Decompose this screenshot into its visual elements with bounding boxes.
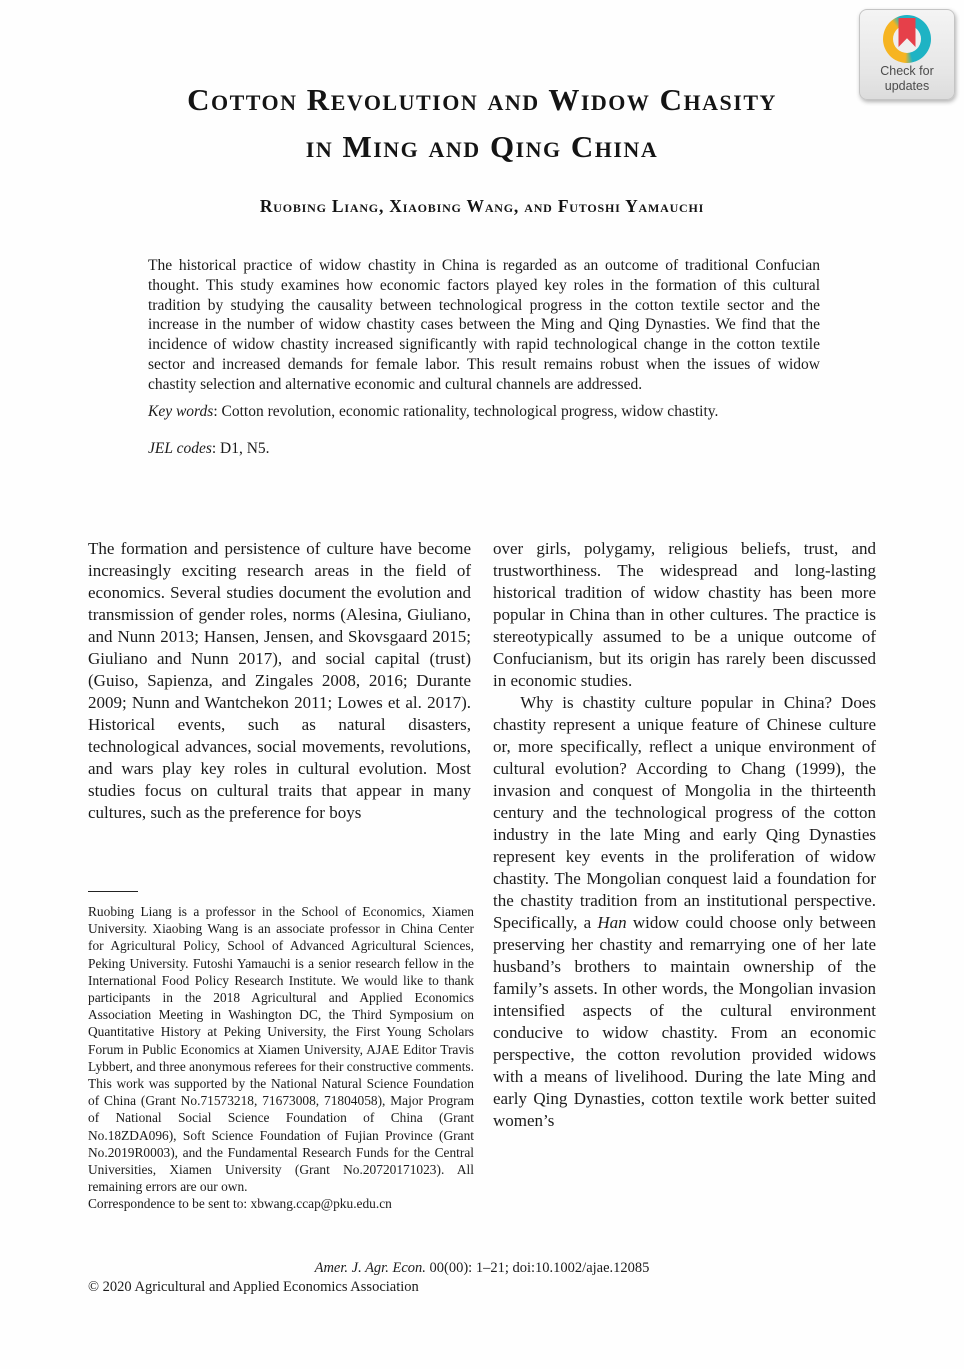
body-paragraph-why-chastity — [493, 692, 876, 1132]
body-paragraph-continuation: over girls, polygamy, religious beliefs, trust, and trustworthiness. The widespread and long-lasting historical tradition of widow chastity has been more popular in China than in other cultures. The practice is stereotypically assumed to be a unique outcome of Confucianism, but its origin has rarely been discussed in economic studies. — [493, 539, 876, 690]
paper-title-line2: in Ming and Qing China — [305, 129, 659, 164]
check-for-updates-label-line1: Check for — [880, 64, 934, 78]
journal-citation-text: 00(00): 1–21; doi:10.1002/ajae.12085 — [425, 1260, 650, 1276]
keywords-label: Key words — [148, 403, 214, 420]
body-column-right — [493, 538, 876, 1132]
paragraph2-han-italic: Han — [597, 913, 627, 932]
paper-title-line1: Cotton Revolution and Widow Chasity — [187, 82, 777, 117]
crossmark-logo-icon — [883, 15, 931, 63]
footnote-block — [88, 903, 474, 1213]
journal-citation-line — [0, 1260, 964, 1277]
keywords-text: : Cotton revolution, economic rationality, technological progress, widow chastity. — [213, 403, 719, 420]
abstract-text: The historical practice of widow chastity in China is regarded as an outcome of traditional Confucian thought. This study examines how economic factors played key roles in the formation of this cultural tradition by studying the causality between technological progress in the cotton textile sector and the increase in the number of widow chastity cases between the Ming and Qing Dynasties. We find that the incidence of widow chastity increased significantly with rapid technological change in the cotton textile sector and increased demands for female labor. This result remains robust when the issues of widow chastity selection and alternative economic and cultural channels are addressed. — [148, 257, 820, 393]
footnote-separator-rule — [88, 891, 138, 892]
keywords-line — [148, 403, 820, 421]
jel-codes-line — [148, 440, 820, 458]
copyright-line: © 2020 Agricultural and Applied Economics Association — [88, 1279, 419, 1295]
authors-line: Ruobing Liang, Xiaobing Wang, and Futoshi Yamauchi — [259, 196, 705, 216]
jel-text: : D1, N5. — [211, 440, 270, 457]
body-paragraph-intro: The formation and persistence of culture have become increasingly exciting research areas in the field of economics. Several studies document the evolution and transmission of gender roles, norms (Alesina, Giuliano, and Nunn 2013; Hansen, Jensen, and Skovsgaard 2015; Giuliano and Nunn 2017), and social capital (trust) (Guiso, Sapienza, and Zingales 2008, 2016; Durante 2009; Nunn and Wantchekon 2011; Lowes et al. 2017). Historical events, such as natural disasters, technological advances, social movements, revolutions, and wars play key roles in cultural evolution. Most studies focus on cultural traits that appear in many cultures, such as the preference for boys — [88, 539, 471, 822]
check-for-updates-label-line2: updates — [884, 79, 930, 93]
paragraph2-post: widow could choose only between preserving her chastity and remarrying one of her late husband’s brothers to maintain ownership of the family’s assets. In other words, the Mongolian invasion intensified aspects of the cultural environment conducive to widow chastity. From an economic perspective, the cotton revolution provided widows with a means of livelihood. During the late Ming and early Qing Dynasties, cotton textile work better suited women’s — [493, 913, 876, 1130]
body-column-left — [88, 538, 471, 824]
footnote-acknowledgements: Ruobing Liang is a professor in the School of Economics, Xiamen University. Xiaobing Wang is an associate professor in China Center for Agricultural Policy, School of Advanced Agricultural Sciences, Peking University. Futoshi Yamauchi is a senior research fellow in the International Food Policy Research Institute. We would like to thank participants in the 2018 Agricultural and Applied Economics Association Meeting in Washington DC, the Third Symposium on Quantitative History at Peking University, the First Young Scholars Forum in Public Economics at Xiamen University, AJAE Editor Travis Lybbert, and three anonymous referees for their constructive comments. This work was supported by the National Natural Science Foundation of China (Grant No.71573218, 71673008, 71804058), Major Program of National Social Science Foundation of China (Grant No.18ZDA096), Soft Science Foundation of Fujian Province (Grant No.2019R0003), and the Fundamental Research Funds for the Central Universities, Xiamen University (Grant No.20720171023). All remaining errors are our own. — [88, 904, 474, 1195]
footnote-correspondence: Correspondence to be sent to: xbwang.ccap@pku.edu.cn — [88, 1196, 392, 1212]
paragraph2-pre: Why is chastity culture popular in China? Does chastity represent a unique feature of Chinese culture or, more specifically, reflect a unique environment of cultural evolution? According to Chang (1999), the invasion and conquest of Mongolia in the thirteenth century and the technological progress of the cotton industry in the late Ming and early Qing Dynasties represent key events in the proliferation of widow chastity. The Mongolian conquest laid a foundation for the chastity tradition from an institutional perspective. Specifically, a — [493, 693, 876, 932]
journal-name-italic: Amer. J. Agr. Econ. — [314, 1260, 426, 1276]
jel-label: JEL codes — [148, 440, 212, 457]
paper-title — [0, 76, 964, 170]
